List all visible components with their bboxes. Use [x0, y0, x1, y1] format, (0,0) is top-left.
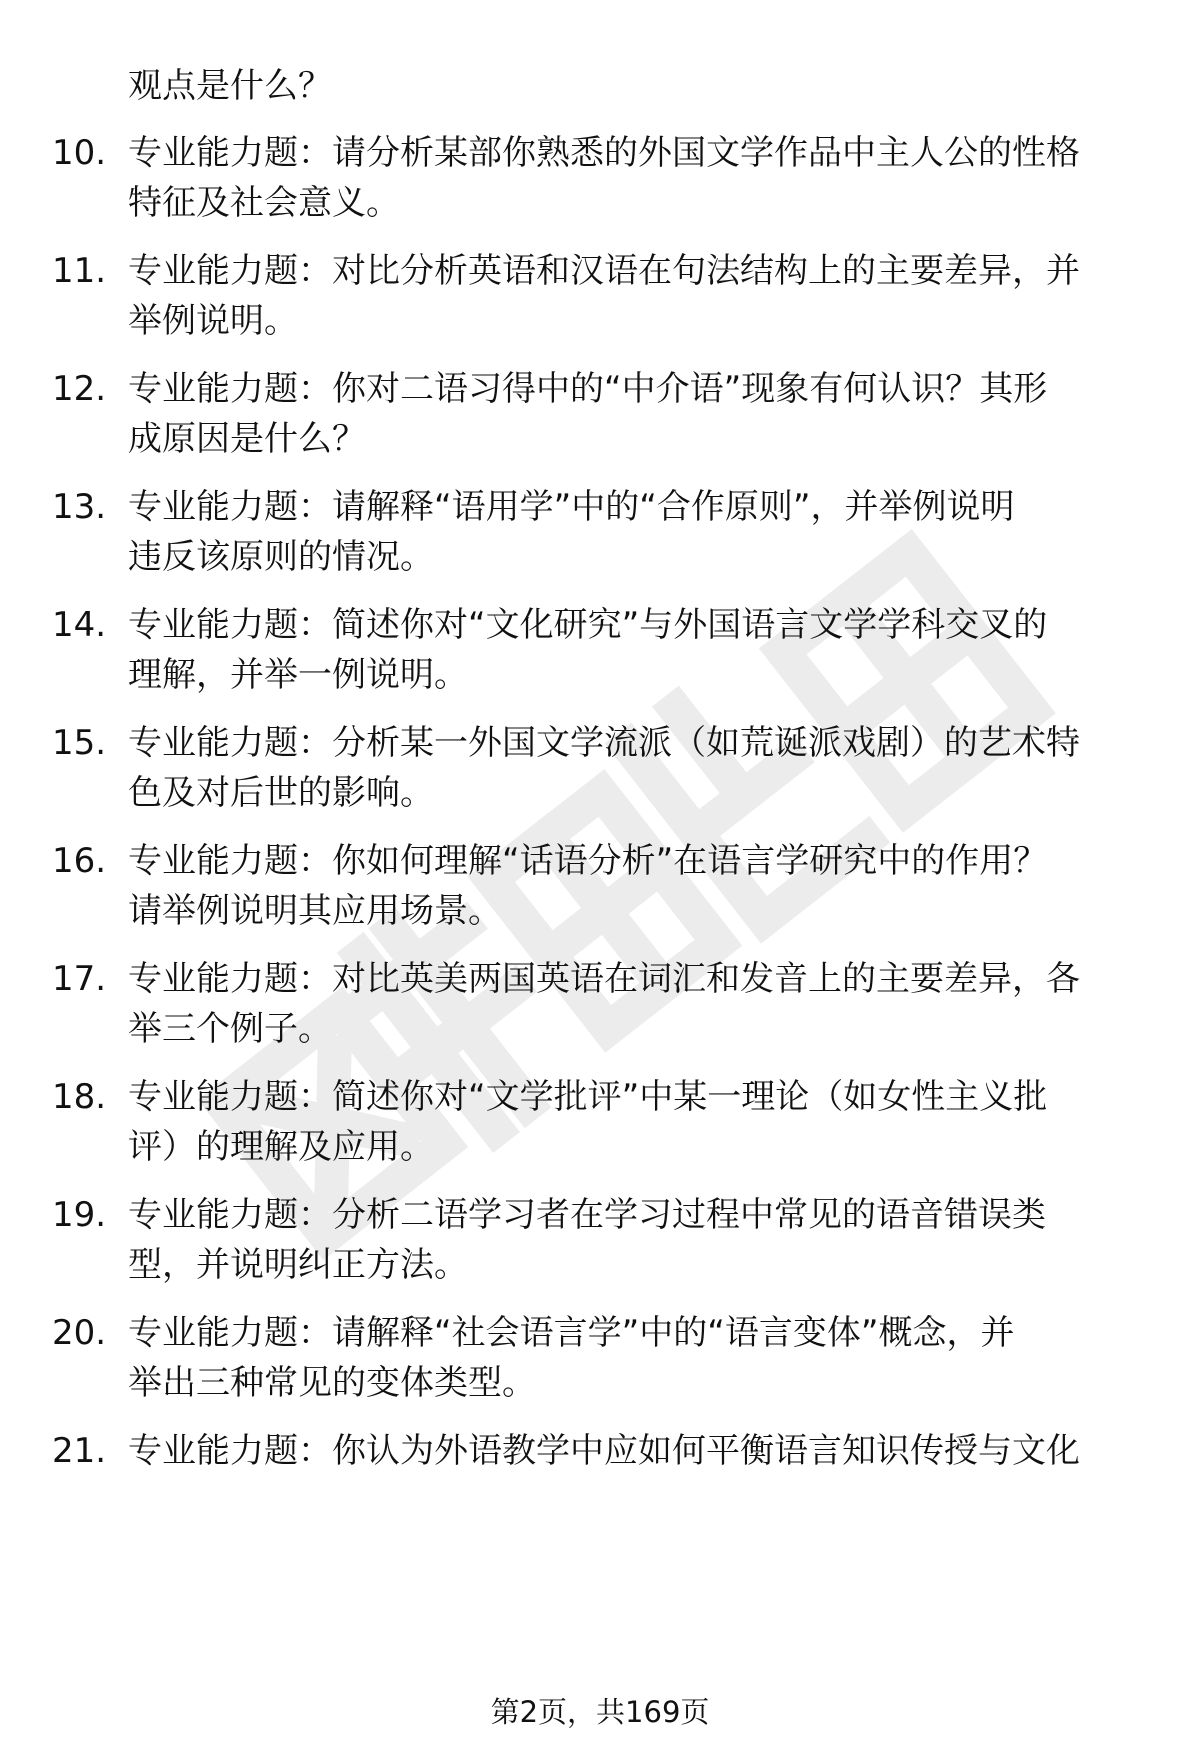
list-item: [0, 1308, 1200, 1418]
question-line: 专业能力题：简述你对“文化研究”与外国语言文学学科交叉的: [128, 605, 1048, 645]
question-number: 14.: [52, 605, 107, 645]
question-line: 理解，并举一例说明。: [128, 655, 468, 695]
question-text: [128, 128, 1138, 228]
question-number: 19.: [52, 1195, 107, 1235]
question-text: [128, 600, 1138, 700]
question-line: 特征及社会意义。: [128, 183, 400, 223]
page-footer: 第2页，共169页: [490, 1695, 710, 1729]
question-line: 专业能力题：分析某一外国文学流派（如荒诞派戏剧）的艺术特: [128, 723, 1080, 763]
question-number: 15.: [52, 723, 107, 763]
question-line: 专业能力题：请解释“社会语言学”中的“语言变体”概念，并: [128, 1313, 1015, 1353]
question-text: [128, 364, 1138, 464]
question-line: 成原因是什么？: [128, 419, 366, 459]
question-line: 专业能力题：请解释“语用学”中的“合作原则”，并举例说明: [128, 487, 1015, 527]
question-text: [128, 954, 1138, 1054]
question-number: 16.: [52, 841, 107, 881]
question-line: 专业能力题：你认为外语教学中应如何平衡语言知识传授与文化: [128, 1431, 1080, 1471]
question-number: 17.: [52, 959, 107, 999]
question-text: [128, 1072, 1138, 1172]
list-item: [0, 836, 1200, 946]
question-text: [128, 1190, 1138, 1290]
question-text: [128, 1308, 1138, 1408]
question-line: 型，并说明纠正方法。: [128, 1245, 468, 1285]
question-text: [128, 1426, 1138, 1476]
continuation-text: 观点是什么？: [128, 66, 332, 106]
question-number: 11.: [52, 251, 107, 291]
list-item: [0, 246, 1200, 356]
question-line: 专业能力题：简述你对“文学批评”中某一理论（如女性主义批: [128, 1077, 1048, 1117]
question-line: 举三个例子。: [128, 1009, 332, 1049]
question-line: 请举例说明其应用场景。: [128, 891, 502, 931]
question-line: 色及对后世的影响。: [128, 773, 434, 813]
list-item: [0, 128, 1200, 238]
question-line: 专业能力题：分析二语学习者在学习过程中常见的语音错误类: [128, 1195, 1046, 1235]
list-item: [0, 600, 1200, 710]
question-number: 10.: [52, 133, 107, 173]
list-item: [0, 1072, 1200, 1182]
question-text: [128, 246, 1138, 346]
question-number: 18.: [52, 1077, 107, 1117]
question-line: 专业能力题：请分析某部你熟悉的外国文学作品中主人公的性格: [128, 133, 1080, 173]
question-number: 13.: [52, 487, 107, 527]
question-line: 举例说明。: [128, 301, 298, 341]
question-text: [128, 718, 1138, 818]
question-line: 专业能力题：对比英美两国英语在词汇和发音上的主要差异，各: [128, 959, 1080, 999]
question-text: [128, 482, 1138, 582]
question-line: 专业能力题：对比分析英语和汉语在句法结构上的主要差异，并: [128, 251, 1080, 291]
question-number: 12.: [52, 369, 107, 409]
question-line: 评）的理解及应用。: [128, 1127, 434, 1167]
list-item: [0, 1190, 1200, 1300]
list-item: [0, 1426, 1200, 1536]
list-item: [0, 364, 1200, 474]
question-text: [128, 836, 1138, 936]
question-number: 20.: [52, 1313, 107, 1353]
question-line: 举出三种常见的变体类型。: [128, 1363, 536, 1403]
question-line: 专业能力题：你如何理解“话语分析”在语言学研究中的作用？: [128, 841, 1048, 881]
list-item: [0, 482, 1200, 592]
question-number: 21.: [52, 1431, 107, 1471]
list-item: [0, 718, 1200, 828]
question-line: 专业能力题：你对二语习得中的“中介语”现象有何认识？其形: [128, 369, 1048, 409]
question-line: 违反该原则的情况。: [128, 537, 434, 577]
list-item: [0, 954, 1200, 1064]
